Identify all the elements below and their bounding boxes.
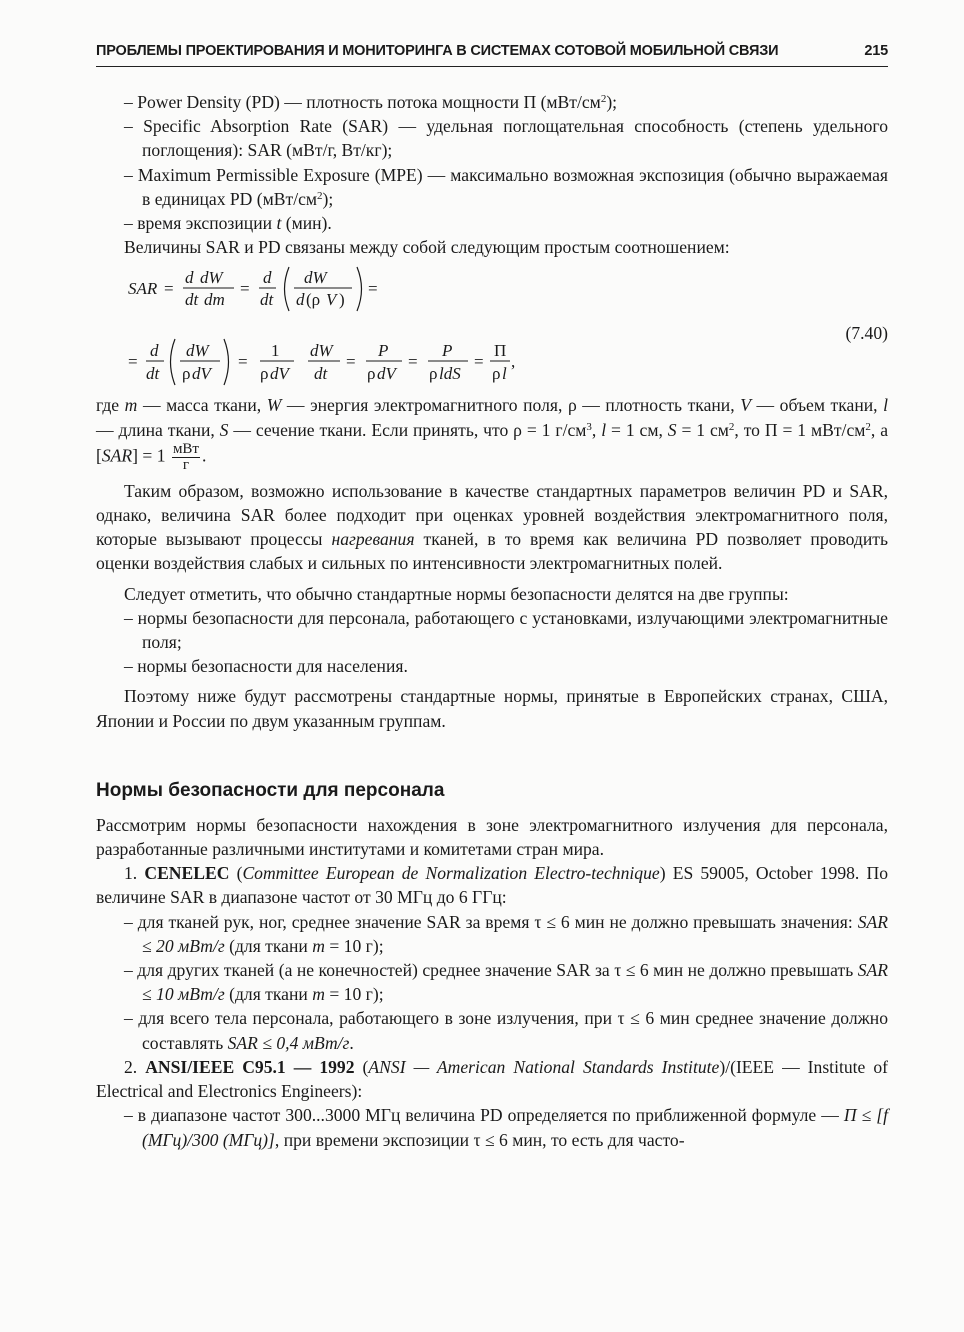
svg-text:dV: dV <box>192 364 211 384</box>
page-number: 215 <box>864 43 888 59</box>
item-cenelec: 1. CENELEC (Committee European de Normalization Electro-technique) ES 59005, October 1998. По величине SAR в диапазоне частот от 30 МГц до 6 ГГц: <box>96 863 888 908</box>
svg-text:dV: dV <box>377 364 396 384</box>
svg-text:dW: dW <box>304 268 327 288</box>
equation-number: (7.40) <box>845 323 888 344</box>
svg-text:dt: dt <box>185 290 199 310</box>
ansi-bullet-range: – в диапазоне частот 300...3000 МГц величина PD определяется по приближенной формуле — П ≤ [f (МГц)/300 (МГц)], при времени экспозиции τ ≤ 6 мин, то есть для часто- <box>124 1105 888 1150</box>
cenelec-bullet-body: – для всего тела персонала, работающего в зоне излучения, при τ ≤ 6 мин среднее значение должно составлять SAR ≤ 0,4 мВт/г. <box>124 1008 888 1053</box>
list-item-time: – время экспозиции t (мин). <box>124 213 332 234</box>
equation-7-40 <box>96 261 888 389</box>
cenelec-bullet-other: – для других тканей (а не конечностей) среднее значение SAR за τ ≤ 6 мин не должно превышать SAR ≤ 10 мВт/г (для ткани m = 10 г); <box>124 960 888 1005</box>
svg-text:d: d <box>263 268 272 288</box>
svg-text:dm: dm <box>204 290 225 310</box>
svg-text:P: P <box>442 341 453 361</box>
svg-text:=: = <box>368 279 378 299</box>
svg-text:dW: dW <box>200 268 223 288</box>
svg-text:=: = <box>164 279 174 299</box>
item-ansi-ieee: 2. ANSI/IEEE C95.1 — 1992 (ANSI — American National Standards Institute)/(IEEE — Institute of Electrical and Electronics Engineers): <box>96 1056 889 1102</box>
svg-text:d: d <box>150 341 159 361</box>
svg-text:=: = <box>240 279 250 299</box>
svg-text:ρ: ρ <box>182 364 191 384</box>
svg-text:=: = <box>238 352 248 372</box>
svg-text:dW: dW <box>310 341 333 361</box>
cenelec-bullet-limbs: – для тканей рук, ног, среднее значение SAR за время τ ≤ 6 мин не должно превышать значения: SAR ≤ 20 мВт/г (для ткани m = 10 г); <box>124 911 888 956</box>
where-paragraph: где m — масса ткани, W — энергия электромагнитного поля, ρ — плотность ткани, V — объем ткани, l — длина ткани, S — сечение ткани. Если принять, что ρ = 1 $г/см^3$, l = 1 см, S = 1 $см^2$, то П = 1 мВт/$см^2$, а [SAR] = 1 $\frac{\text{мВт}}{г}$ . <box>96 395 889 473</box>
svg-text:1: 1 <box>271 341 280 361</box>
running-header <box>96 40 888 67</box>
svg-text:=: = <box>128 352 138 372</box>
group-item-personnel: – нормы безопасности для персонала, работающего с установками, излучающими электромагнитные поля; <box>124 607 888 653</box>
svg-text:=: = <box>474 352 484 372</box>
svg-text:dV: dV <box>270 364 289 384</box>
svg-text:ρ: ρ <box>492 364 501 384</box>
paragraph-thus: Таким образом, возможно использование в качестве стандартных параметров величин PD и SAR, однако, величина SAR более подходит при оценках уровней воздействия электромагнитного поля, которые вызывают процессы нагревания тканей, в то время как величина PD позволяет проводить оценки воздействия слабых и сильных по интенсивности электромагнитных полей. <box>96 480 888 574</box>
header-title: ПРОБЛЕМЫ ПРОЕКТИРОВАНИЯ И МОНИТОРИНГА В СИСТЕМАХ СОТОВОЙ МОБИЛЬНОЙ СВЯЗИ <box>96 43 779 59</box>
unit-fraction: $\frac{\text{мВт}}{г}$ <box>172 440 199 473</box>
formula-graphic <box>96 261 516 389</box>
paragraph-note: Следует отметить, что обычно стандартные нормы безопасности делятся на две группы: <box>124 583 789 604</box>
list-item-sar: – Specific Absorption Rate (SAR) — удельная поглощательная способность (степень удельного поглощения): SAR (мВт/г, Вт/кг); <box>124 116 888 161</box>
svg-text:): ) <box>339 290 345 310</box>
svg-text:ρ: ρ <box>367 364 376 384</box>
svg-text:ρ: ρ <box>260 364 269 384</box>
svg-text:dt: dt <box>260 290 274 310</box>
svg-text:,: , <box>511 352 516 372</box>
svg-text:ldS: ldS <box>439 364 461 384</box>
svg-text:V: V <box>326 290 337 310</box>
svg-text:dt: dt <box>314 364 328 384</box>
list-item-mpe: – Maximum Permissible Exposure (MPE) — максимально возможная экспозиция (обычно выражаемая в единицах PD $(мВт/см^2)$; <box>124 164 888 209</box>
svg-text:l: l <box>502 364 507 384</box>
svg-text:d: d <box>296 290 305 310</box>
svg-text:d: d <box>185 268 194 288</box>
relation-intro: Величины SAR и PD связаны между собой следующим простым соотношением: <box>124 237 730 258</box>
svg-text:ρ: ρ <box>429 364 438 384</box>
svg-text:П: П <box>494 341 507 361</box>
svg-text:dW: dW <box>186 341 209 361</box>
page-body <box>96 90 888 1152</box>
section-heading: Нормы безопасности для персонала <box>96 779 445 801</box>
svg-text:=: = <box>408 352 418 372</box>
svg-text:P: P <box>378 341 389 361</box>
svg-text:dt: dt <box>146 364 160 384</box>
svg-text:=: = <box>346 352 356 372</box>
paragraph-therefore: Поэтому ниже будут рассмотрены стандартные нормы, принятые в Европейских странах, США, Японии и России по двум указанным группам. <box>96 686 888 731</box>
svg-text:SAR: SAR <box>128 279 158 299</box>
paragraph-consider: Рассмотрим нормы безопасности нахождения в зоне электромагнитного излучения для персонала, разработанные различными институтами и комитетами стран мира. <box>96 814 888 860</box>
group-item-population: – нормы безопасности для населения. <box>124 656 408 677</box>
list-item-pd: – Power Density (PD) — плотность потока мощности П $(мВт/см^2)$; <box>124 92 618 112</box>
svg-text:(ρ: (ρ <box>306 290 321 310</box>
